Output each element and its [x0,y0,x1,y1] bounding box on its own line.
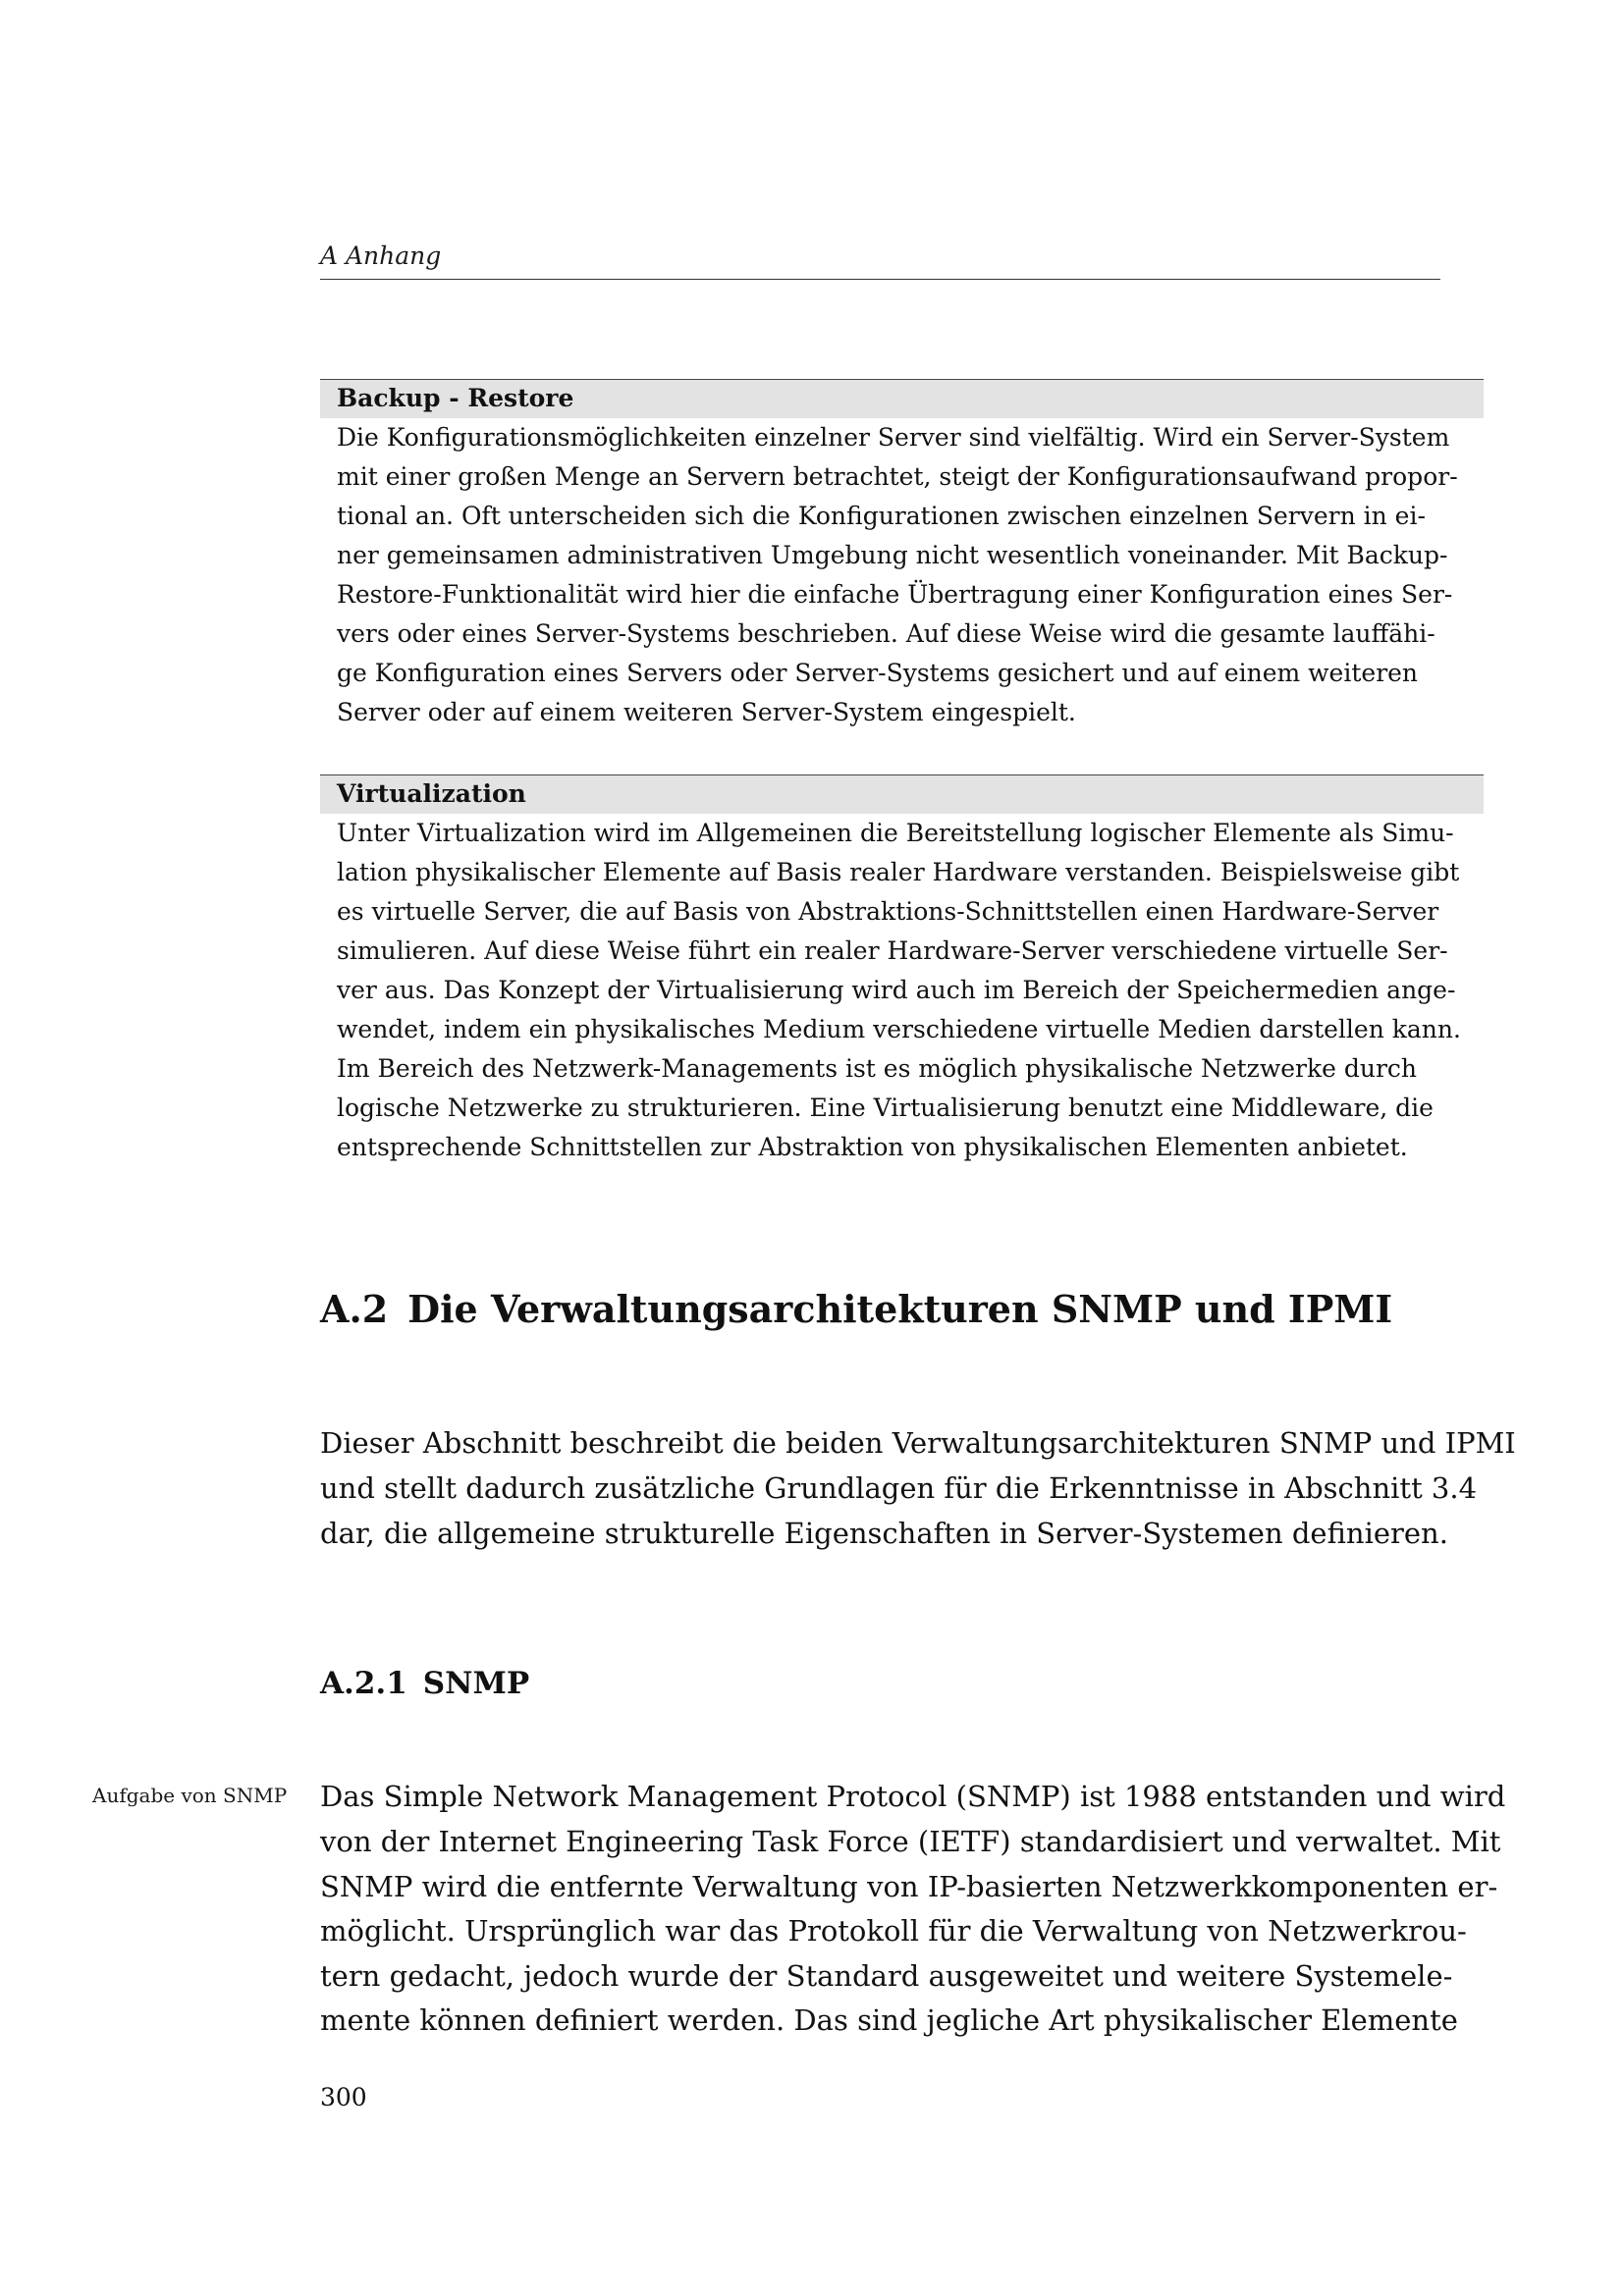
definition-line: Die Konfigurationsmöglichkeiten einzelner Server sind vielfältig. Wird ein Server-System [337,423,1450,452]
definition-line: mit einer großen Menge an Servern betrachtet, steigt der Konfigurationsaufwand propor- [337,462,1458,491]
section-heading [320,1287,1392,1331]
definition-line: ge Konfiguration eines Servers oder Server-Systems gesichert und auf einem weiteren [337,659,1419,687]
definition-title: Backup - Restore [320,379,1484,418]
definition-backup-restore [320,379,1484,732]
definition-line: Unter Virtualization wird im Allgemeinen die Bereitstellung logischer Elemente als Simu- [337,819,1454,847]
paragraph-line: tern gedacht, jedoch wurde der Standard ausgeweitet und weitere Systemele- [320,1959,1453,1993]
definition-title: Virtualization [320,774,1484,814]
paragraph-line: SNMP wird die entfernte Verwaltung von IP-basierten Netzwerkkomponenten er- [320,1870,1498,1903]
definition-line: ner gemeinsamen administrativen Umgebung nicht wesentlich voneinander. Mit Backup- [337,541,1448,569]
subsection-number: A.2.1 [320,1666,407,1701]
definition-line: entsprechende Schnittstellen zur Abstraktion von physikalischen Elementen anbietet. [337,1133,1408,1161]
definition-line: lation physikalischer Elemente auf Basis realer Hardware verstanden. Beispielsweise gibt [337,858,1460,886]
definition-line: es virtuelle Server, die auf Basis von Abstraktions-Schnittstellen einen Hardware-Server [337,897,1439,926]
definition-line: logische Netzwerke zu strukturieren. Eine Virtualisierung benutzt eine Middleware, die [337,1094,1434,1122]
paragraph-line: Dieser Abschnitt beschreibt die beiden Verwaltungsarchitekturen SNMP und IPMI [320,1426,1516,1460]
section-number: A.2 [320,1287,389,1331]
header-rule [320,279,1440,280]
definition-line: simulieren. Auf diese Weise führt ein realer Hardware-Server verschiedene virtuelle Ser- [337,936,1448,965]
definition-line: Server oder auf einem weiteren Server-System eingespielt. [337,698,1076,726]
definition-line: tional an. Oft unterscheiden sich die Konfigurationen zwischen einzelnen Servern in ei- [337,502,1426,530]
page-number: 300 [320,2083,367,2111]
paragraph-line: dar, die allgemeine strukturelle Eigenschaften in Server-Systemen definieren. [320,1517,1448,1550]
paragraph-line: möglicht. Ursprünglich war das Protokoll für die Verwaltung von Netzwerkrou- [320,1914,1467,1948]
definition-line: ver aus. Das Konzept der Virtualisierung wird auch im Bereich der Speichermedien ange- [337,976,1456,1004]
definition-line: wendet, indem ein physikalisches Medium verschiedene virtuelle Medien darstellen kann. [337,1015,1461,1043]
subsection-heading [320,1666,529,1701]
subsection-title: SNMP [422,1666,530,1701]
definition-virtualization [320,774,1484,1167]
paragraph-line: und stellt dadurch zusätzliche Grundlagen für die Erkenntnisse in Abschnitt 3.4 [320,1471,1478,1505]
definition-line: Im Bereich des Netzwerk-Managements ist es möglich physikalische Netzwerke durch [337,1054,1418,1083]
paragraph-line: von der Internet Engineering Task Force (IETF) standardisiert und verwaltet. Mit [320,1825,1501,1858]
section-title: Die Verwaltungsarchitekturen SNMP und IPMI [407,1287,1393,1331]
paragraph-line: Das Simple Network Management Protocol (SNMP) ist 1988 entstanden und wird [320,1780,1506,1813]
definition-line: Restore-Funktionalität wird hier die einfache Übertragung einer Konfiguration eines Ser- [337,580,1453,609]
margin-note: Aufgabe von SNMP [92,1784,288,1807]
running-head: A Anhang [320,241,442,270]
definition-line: vers oder eines Server-Systems beschrieben. Auf diese Weise wird die gesamte lauffähi- [337,619,1435,648]
paragraph-line: mente können definiert werden. Das sind jegliche Art physikalischer Elemente [320,2003,1458,2037]
